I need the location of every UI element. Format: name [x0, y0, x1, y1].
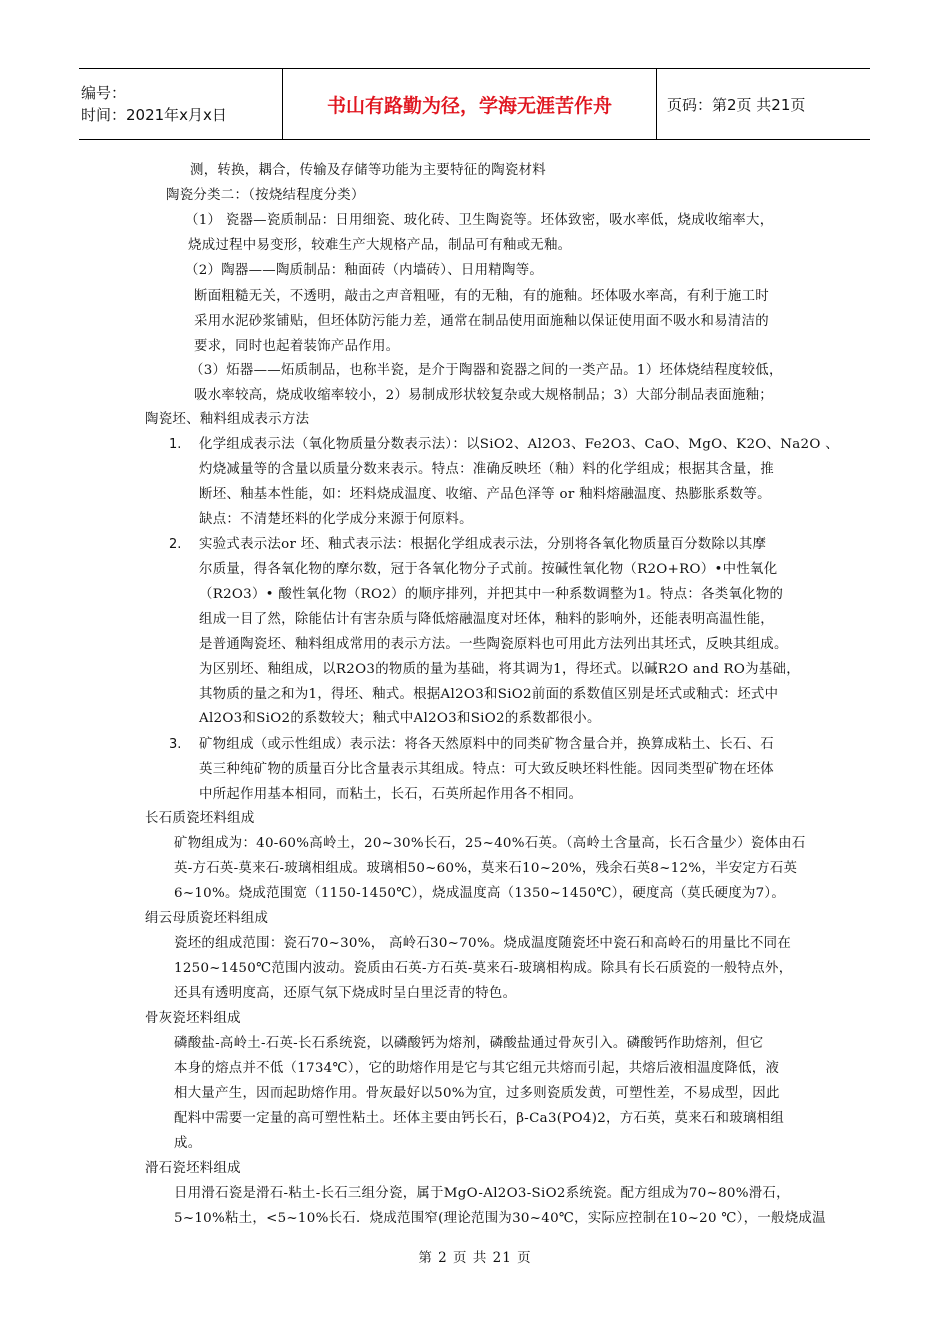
header-motto-cell [282, 69, 657, 139]
text-line: 尔质量，得各氧化物的摩尔数，冠于各氧化物分子式前。按碱性氧化物（R2O+RO）•中性氧化 [199, 562, 778, 577]
text-line: 磷酸盐-高岭土-石英-长石系统瓷，以磷酸钙为熔剂，磷酸盐通过骨灰引入。磷酸钙作助熔剂，但它 [174, 1036, 764, 1051]
text-line: 为区别坯、釉组成，以R2O3的物质的量为基础，将其调为1，得坯式。以碱R2O and RO为基础， [199, 662, 800, 677]
text-line: 矿物组成为：40-60%高岭土，20~30%长石，25~40%石英。（高岭土含量高，长石含量少）瓷体由石 [174, 836, 806, 851]
text-line: 吸水率较高，烧成收缩率较小，2）易制成形状较复杂或大规格制品；3）大部分制品表面施釉； [194, 388, 773, 403]
section-heading: 长石质瓷坯料组成 [145, 811, 255, 826]
text-line: （R2O3）• 酸性氧化物（RO2）的顺序排列，并把其中一种系数调整为1。特点：各类氧化物的 [199, 587, 784, 602]
text-line: 中所起作用基本相同，而粘土，长石，石英所起作用各不相同。 [199, 787, 583, 802]
text-line: 矿物组成（或示性组成）表示法：将各天然原料中的同类矿物含量合并，换算成粘土、长石、石 [199, 737, 775, 752]
list-number: 1. [169, 437, 182, 452]
header-page-label: 页码：第2页 共21页 [667, 95, 806, 114]
text-line: 化学组成表示法（氧化物质量分数表示法）：以SiO2、Al2O3、Fe2O3、CaO、MgO、K2O、Na2O 、 [199, 437, 839, 452]
document-date-label: 时间：2021年x月x日 [81, 106, 227, 124]
text-line: 配料中需要一定量的高可塑性粘土。坯体主要由钙长石，β-Ca3(PO4)2，方石英，莫来石和玻璃相组 [174, 1111, 785, 1126]
list-number: 3. [169, 737, 182, 752]
text-line: 瓷坯的组成范围：瓷石70~30%， 高岭石30~70%。烧成温度随瓷坯中瓷石和高岭石的用量比不同在 [174, 936, 792, 951]
section-heading: 陶瓷坯、釉料组成表示方法 [145, 412, 310, 427]
text-line: 日用滑石瓷是滑石-粘土-长石三组分瓷，属于MgO-Al2O3-SiO2系统瓷。配方组成为70~80%滑石， [174, 1186, 790, 1201]
text-line: 还具有透明度高，还原气氛下烧成时呈白里泛青的特色。 [174, 986, 517, 1001]
text-line: 灼烧减量等的含量以质量分数来表示。特点：准确反映坯（釉）料的化学组成；根据其含量，推 [199, 462, 775, 477]
text-line: 6~10%。烧成范围宽（1150-1450℃），烧成温度高（1350~1450℃），硬度高（莫氏硬度为7）。 [174, 886, 786, 901]
text-line: （3）炻器——炻质制品，也称半瓷，是介于陶器和瓷器之间的一类产品。1）坯体烧结程度较低， [190, 363, 783, 378]
text-line: 烧成过程中易变形，较难生产大规格产品，制品可有釉或无釉。 [188, 238, 572, 253]
header-motto: 书山有路勤为径，学海无涯苦作舟 [326, 94, 612, 117]
text-line: 是普通陶瓷坯、釉料组成常用的表示方法。一些陶瓷原料也可用此方法列出其坯式，反映其组成。 [199, 637, 788, 652]
text-line: 断坯、釉基本性能，如：坯料烧成温度、收缩、产品色泽等 or 釉料熔融温度、热膨胀系数等。 [199, 487, 771, 502]
text-line: 5~10%粘土，<5~10%长石．烧成范围窄(理论范围为30~40℃，实际应控制在10~20 ℃），一般烧成温 [174, 1211, 826, 1226]
header-left-cell [79, 69, 282, 139]
document-number-label: 编号： [81, 84, 127, 102]
text-line: 组成一目了然，除能估计有害杂质与降低熔融温度对坯体，釉料的影响外，还能表明高温性能， [199, 612, 775, 627]
text-line: 英三种纯矿物的质量百分比含量表示其组成。特点：可大致反映坯料性能。因同类型矿物在坯体 [199, 762, 775, 777]
text-line: 断面粗糙无关，不透明，敲击之声音粗哑，有的无釉，有的施釉。坯体吸水率高，有利于施工时 [194, 289, 770, 304]
text-line: Al2O3和SiO2的系数较大；釉式中Al2O3和SiO2的系数都很小。 [199, 711, 601, 726]
page-footer: 第 2 页 共 21 页 [418, 1250, 532, 1266]
text-line: 1250~1450℃范围内波动。瓷质由石英-方石英-莫来石-玻璃相构成。除具有长石质瓷的一般特点外， [174, 961, 793, 976]
section-heading: 滑石瓷坯料组成 [145, 1161, 241, 1176]
header-right-cell [657, 69, 870, 139]
section-heading: 绢云母质瓷坯料组成 [145, 911, 269, 926]
text-line: 缺点：不清楚坯料的化学成分来源于何原料。 [199, 512, 473, 527]
text-line: 本身的熔点并不低（1734℃），它的助熔作用是它与其它组元共熔而引起，共熔后液相温度降低，液 [174, 1061, 780, 1076]
list-number: 2. [169, 537, 182, 552]
text-line: 成。 [174, 1136, 202, 1151]
header-table [79, 68, 870, 140]
text-line: 其物质的量之和为1，得坯、釉式。根据Al2O3和SiO2前面的系数值区别是坯式或釉式：坯式中 [199, 687, 779, 702]
text-line: 要求，同时也起着装饰产品作用。 [194, 339, 400, 354]
text-line: 采用水泥砂浆铺贴，但坯体防污能力差，通常在制品使用面施釉以保证使用面不吸水和易清洁的 [194, 314, 770, 329]
section-heading: 陶瓷分类二：（按烧结程度分类） [166, 188, 365, 203]
text-line: 测，转换，耦合，传输及存储等功能为主要特征的陶瓷材料 [190, 163, 546, 178]
section-heading: 骨灰瓷坯料组成 [145, 1011, 241, 1026]
text-line: （2）陶器——陶质制品：釉面砖（内墙砖）、日用精陶等。 [185, 263, 544, 278]
text-line: 英-方石英-莫来石-玻璃相组成。玻璃相50~60%，莫来石10~20%，残余石英8~12%，半安定方石英 [174, 861, 798, 876]
text-line: 实验式表示法or 坯、釉式表示法：根据化学组成表示法，分别将各氧化物质量百分数除以其摩 [199, 537, 767, 552]
text-line: 相大量产生，因而起助熔作用。骨灰最好以50%为宜，过多则瓷质发黄，可塑性差，不易成型，因此 [174, 1086, 780, 1101]
text-line: （1） 瓷器—瓷质制品：日用细瓷、玻化砖、卫生陶瓷等。坯体致密，吸水率低，烧成收缩率大， [185, 213, 774, 228]
